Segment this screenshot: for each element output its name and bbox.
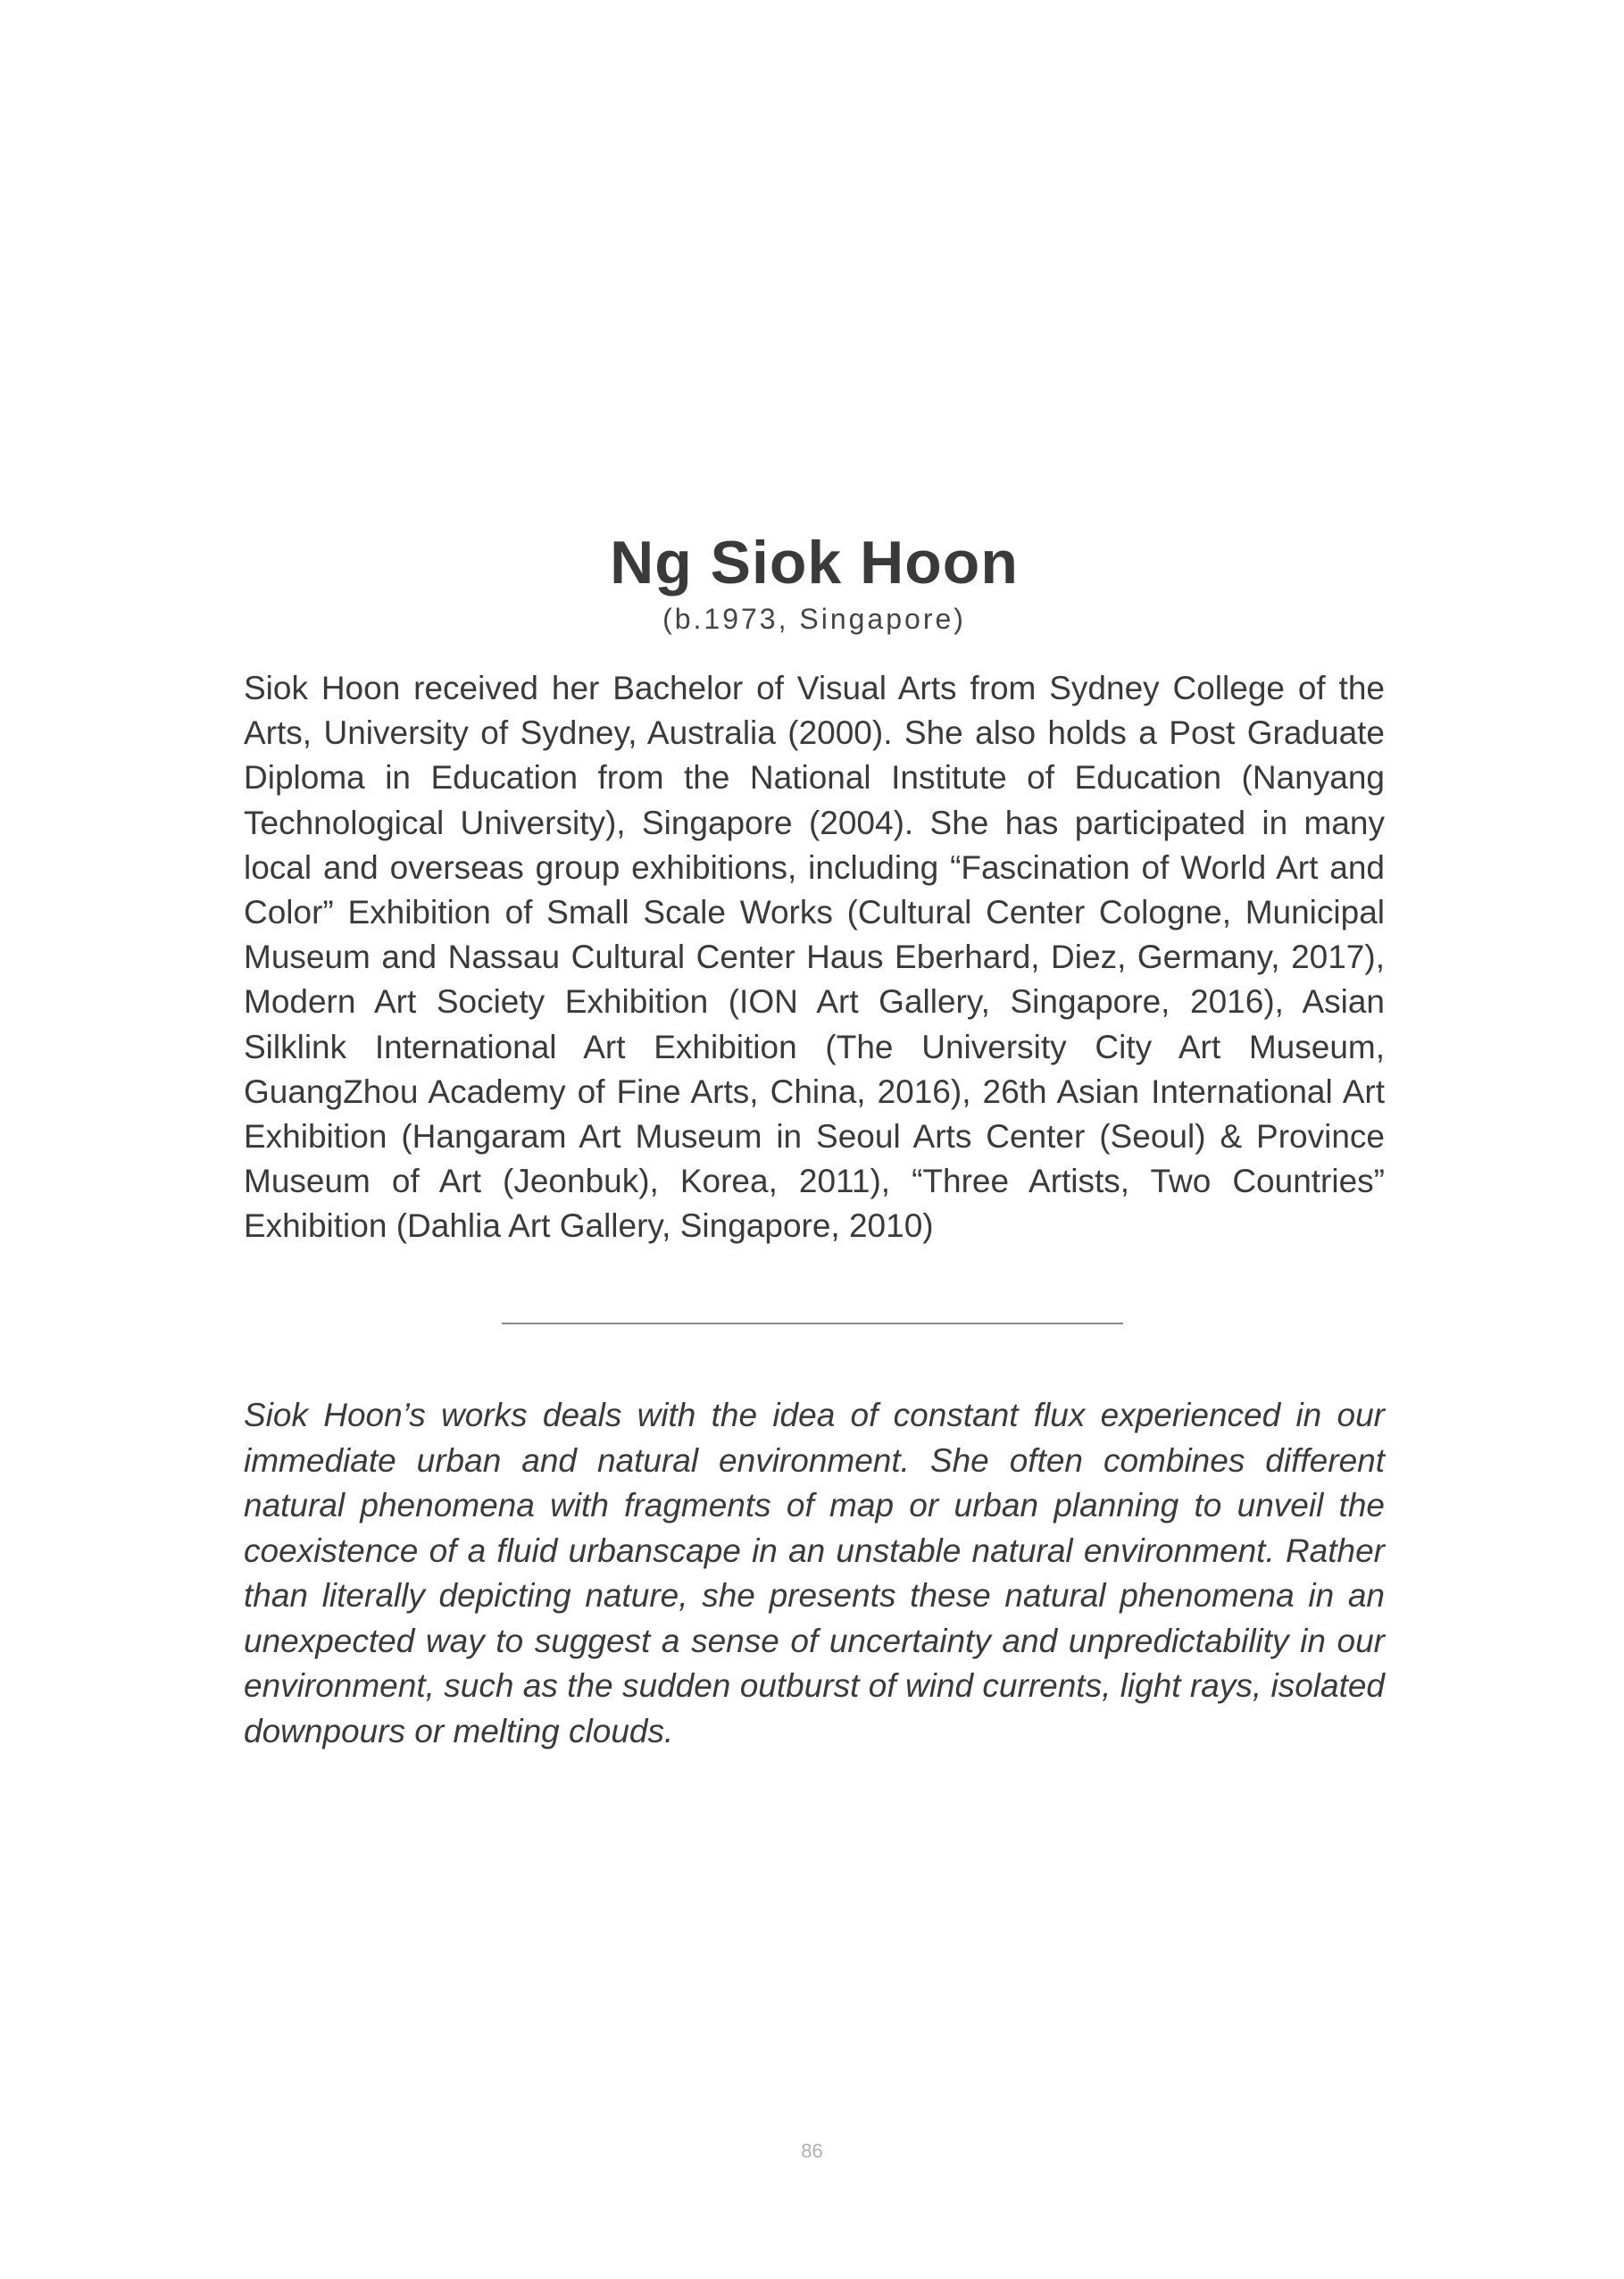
artist-birth-info: (b.1973, Singapore) — [662, 603, 966, 635]
section-divider — [502, 1323, 1123, 1324]
artist-section — [244, 527, 1385, 1249]
artist-biography: Siok Hoon received her Bachelor of Visual Arts from Sydney College of the Arts, University of Sydney, Australia (2000). She also holds a Post Graduate Diploma in Education from the National Institute of Education (Nanyang Technological University), Singapore (2004). She has participated in many local and overseas group exhibitions, including “Fascination of World Art and Color” Exhibition of Small Scale Works (Cultural Center Cologne, Municipal Museum and Nassau Cultural Center Haus Eberhard, Diez, Germany, 2017), Modern Art Society Exhibition (ION Art Gallery, Singapore, 2016), Asian Silklink International Art Exhibition (The University City Art Museum, GuangZhou Academy of Fine Arts, China, 2016), 26th Asian International Art Exhibition (Hangaram Art Museum in Seoul Arts Center (Seoul) & Province Museum of Art (Jeonbuk), Korea, 2011), “Three Artists, Two Countries” Exhibition (Dahlia Art Gallery, Singapore, 2010) — [244, 670, 1385, 1245]
artist-name: Ng Siok Hoon — [610, 529, 1019, 597]
artist-statement: Siok Hoon’s works deals with the idea of constant flux experienced in our immediate urban and natural environment. She often combines different natural phenomena with fragments of map or urban planning to unveil the coexistence of a fluid urbanscape in an unstable natural environment. Rather than literally depicting nature, she presents these natural phenomena in an unexpected way to suggest a sense of uncertainty and unpredictability in our environment, such as the sudden outburst of wind currents, light rays, isolated downpours or melting clouds. — [244, 1397, 1385, 1749]
page-number: 86 — [801, 2140, 823, 2162]
